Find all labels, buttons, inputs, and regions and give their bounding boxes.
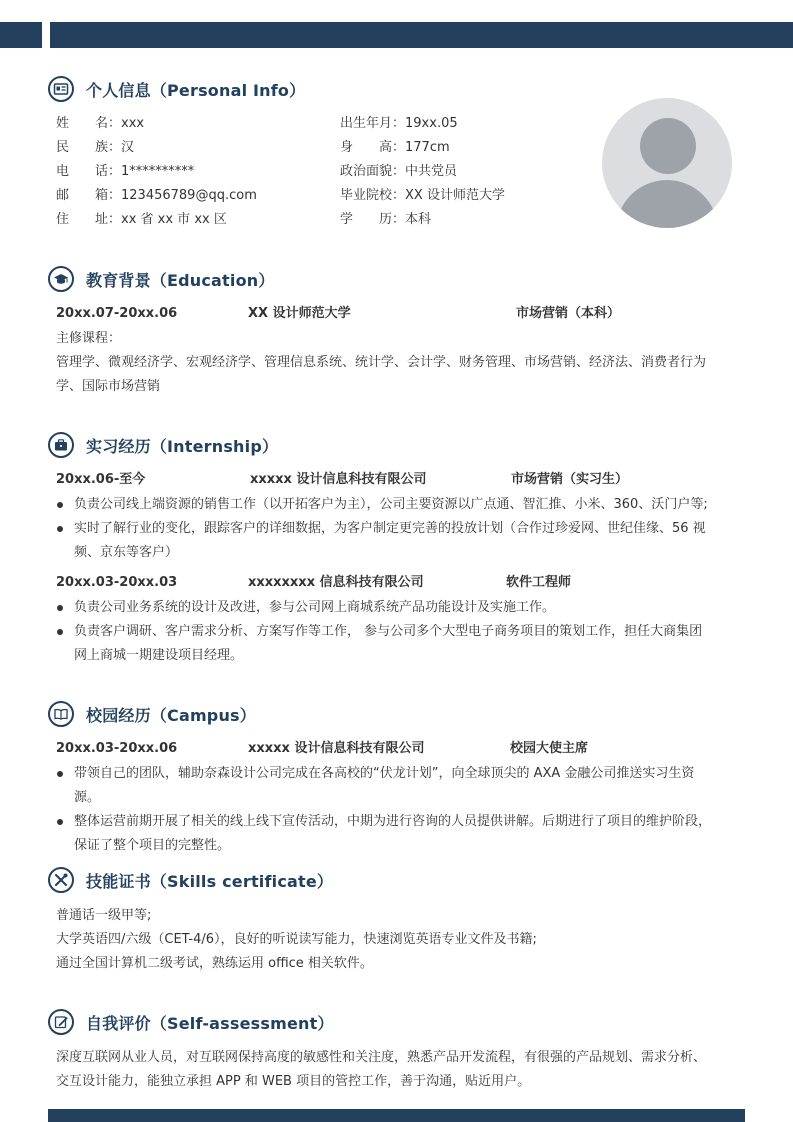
skill-line: 通过全国计算机二级考试，熟练运用 office 相关软件。 bbox=[56, 956, 373, 971]
job-company: xxxxxxxx 信息科技有限公司 bbox=[248, 575, 424, 590]
id-card-icon bbox=[48, 76, 74, 102]
tools-icon bbox=[48, 867, 74, 893]
info-row: 出生年月：19xx.05 bbox=[340, 116, 458, 131]
info-row: 姓 名：xxx bbox=[56, 116, 145, 131]
edu-major: 市场营销（本科） bbox=[516, 306, 621, 321]
info-row: 住 址：xx 省 xx 市 xx 区 bbox=[56, 212, 227, 227]
section-title: 实习经历（Internship） bbox=[86, 436, 279, 456]
info-row: 民 族：汉 bbox=[56, 140, 135, 155]
info-row: 电 话：1********** bbox=[56, 164, 195, 179]
section-personal-header bbox=[48, 74, 305, 104]
edit-icon bbox=[48, 1009, 74, 1035]
section-self-header bbox=[48, 1007, 334, 1037]
bullet-dot bbox=[57, 629, 63, 635]
section-title: 校园经历（Campus） bbox=[86, 705, 256, 725]
bullet-dot bbox=[57, 526, 63, 532]
list-item: 负责公司业务系统的设计及改进，参与公司网上商城系统产品功能设计及实施工作。 bbox=[56, 596, 746, 620]
campus-date: 20xx.03-20xx.06 bbox=[56, 741, 178, 756]
list-item: 实时了解行业的变化，跟踪客户的详细数据，为客户制定更完善的投放计划（合作过珍爱网、世纪佳缘、56 视 频、京东等客户） bbox=[56, 517, 746, 565]
list-item: 整体运营前期开展了相关的线上线下宣传活动，中期为进行咨询的人员提供讲解。后期进行了项目的维护阶段， 保证了整个项目的完整性。 bbox=[56, 810, 746, 858]
edu-date: 20xx.07-20xx.06 bbox=[56, 306, 178, 321]
top-bar-left bbox=[0, 22, 42, 48]
self-line: 深度互联网从业人员，对互联网保持高度的敏感性和关注度，熟悉产品开发流程，有很强的产品规划、需求分析、 bbox=[56, 1050, 707, 1065]
job-company: xxxxx 设计信息科技有限公司 bbox=[250, 472, 427, 487]
briefcase-icon bbox=[48, 432, 74, 458]
self-line: 交互设计能力，能独立承担 APP 和 WEB 项目的管控工作，善于沟通，贴近用户。 bbox=[56, 1074, 531, 1089]
section-skills-header bbox=[48, 865, 333, 895]
avatar-head bbox=[640, 118, 696, 174]
edu-school: XX 设计师范大学 bbox=[248, 306, 351, 321]
book-icon bbox=[48, 701, 74, 727]
bullet-dot bbox=[57, 502, 63, 508]
skill-line: 普通话一级甲等; bbox=[56, 908, 152, 923]
job-date: 20xx.03-20xx.03 bbox=[56, 575, 178, 590]
section-title: 技能证书（Skills certificate） bbox=[86, 871, 334, 891]
section-title: 个人信息（Personal Info） bbox=[86, 80, 306, 100]
job-date: 20xx.06-至今 bbox=[56, 472, 146, 487]
section-internship-header bbox=[48, 430, 278, 460]
bullet-dot bbox=[57, 771, 63, 777]
courses-line: 管理学、微观经济学、宏观经济学、管理信息系统、统计学、会计学、财务管理、市场营销、经济法、消费者行为 bbox=[56, 355, 707, 370]
graduation-cap-icon bbox=[48, 266, 74, 292]
courses-line: 学、国际市场营销 bbox=[56, 379, 161, 394]
bottom-bar bbox=[48, 1109, 745, 1122]
avatar-body bbox=[616, 180, 718, 228]
list-item: 负责客户调研、客户需求分析、方案写作等工作， 参与公司多个大型电子商务项目的策划工作，担任大商集团 网上商城一期建设项目经理。 bbox=[56, 620, 746, 668]
skill-line: 大学英语四/六级（CET-4/6），良好的听说读写能力，快速浏览英语专业文件及书籍; bbox=[56, 932, 537, 947]
info-row: 身 高：177cm bbox=[340, 140, 450, 155]
bullet-dot bbox=[57, 819, 63, 825]
bullet-dot bbox=[57, 605, 63, 611]
info-row: 政治面貌：中共党员 bbox=[340, 164, 458, 179]
list-item: 负责公司线上端资源的销售工作（以开拓客户为主），公司主要资源以广点通、智汇推、小米、360、沃门户等; bbox=[56, 493, 746, 517]
info-row: 邮 箱：123456789@qq.com bbox=[56, 188, 257, 203]
campus-company: xxxxx 设计信息科技有限公司 bbox=[248, 741, 425, 756]
job-role: 市场营销（实习生） bbox=[511, 472, 629, 487]
campus-role: 校园大使主席 bbox=[510, 741, 589, 756]
job-role: 软件工程师 bbox=[506, 575, 572, 590]
info-row: 学 历：本科 bbox=[340, 212, 432, 227]
section-title: 教育背景（Education） bbox=[86, 270, 275, 290]
top-bar-right bbox=[50, 22, 793, 48]
section-campus-header bbox=[48, 699, 256, 729]
info-row: 毕业院校：XX 设计师范大学 bbox=[340, 188, 505, 203]
avatar bbox=[602, 98, 732, 228]
section-title: 自我评价（Self-assessment） bbox=[86, 1013, 334, 1033]
courses-label: 主修课程： bbox=[56, 331, 122, 346]
list-item: 带领自己的团队，辅助奈森设计公司完成在各高校的“伏龙计划”，向全球顶尖的 AXA 金融公司推送实习生资 源。 bbox=[56, 762, 746, 810]
section-education-header bbox=[48, 264, 275, 294]
